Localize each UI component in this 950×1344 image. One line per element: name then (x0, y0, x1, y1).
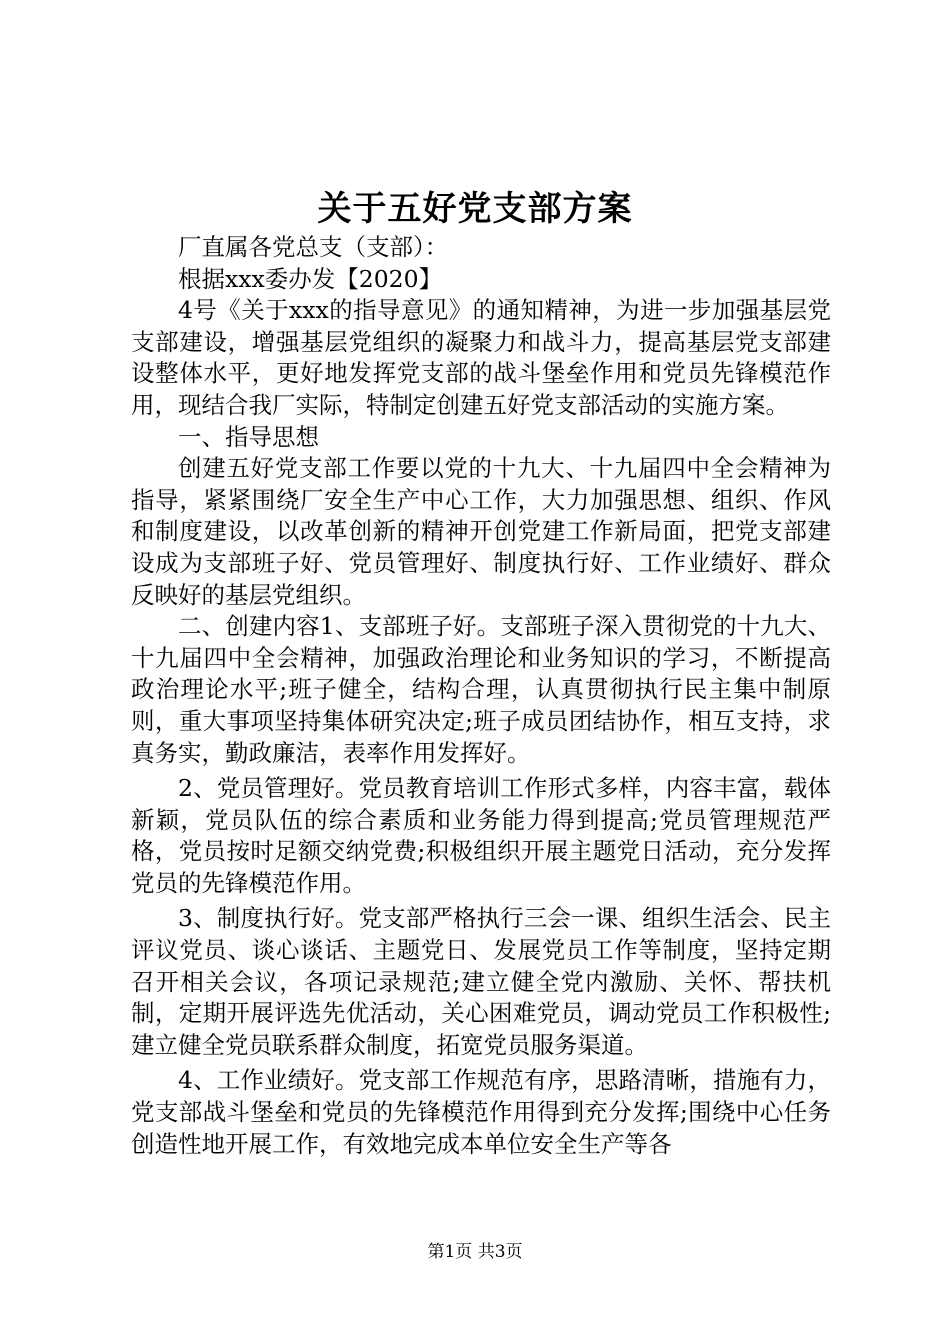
section-heading-guiding-ideology: 一、指导思想 (178, 422, 319, 451)
creation-content-paragraph: 二、创建内容1、支部班子好。支部班子深入贯彻党的十九大、十九届四中全会精神，加强政治理论和业务知识的学习，不断提高政治理论水平;班子健全，结构合理，认真贯彻执行民主集中制原则，重大事项坚持集体研究决定;班子成员团结协作，相互支持，求真务实，勤政廉洁，表率作用发挥好。 (131, 612, 831, 767)
page-footer: 第1页 共3页 (427, 1242, 523, 1262)
intro-paragraph: 4号《关于xxx的指导意见》的通知精神，为进一步加强基层党支部建设，增强基层党组织的凝聚力和战斗力，提高基层党支部建设整体水平，更好地发挥党支部的战斗堡垒作用和党员先锋模范作用，现结合我厂实际，特制定创建五好党支部活动的实施方案。 (131, 296, 831, 419)
guiding-ideology-paragraph: 创建五好党支部工作要以党的十九大、十九届四中全会精神为指导，紧紧围绕厂安全生产中心工作，大力加强思想、组织、作风和制度建设，以改革创新的精神开创党建工作新局面，把党支部建设成为支部班子好、党员管理好、制度执行好、工作业绩好、群众反映好的基层党组织。 (131, 454, 831, 609)
system-execution-paragraph: 3、制度执行好。党支部严格执行三会一课、组织生活会、民主评议党员、谈心谈话、主题党日、发展党员工作等制度，坚持定期召开相关会议，各项记录规范;建立健全党内激励、关怀、帮扶机制，定期开展评选先优活动，关心困难党员，调动党员工作积极性;建立健全党员联系群众制度，拓宽党员服务渠道。 (131, 904, 831, 1059)
party-member-management-paragraph: 2、党员管理好。党员教育培训工作形式多样，内容丰富，载体新颖，党员队伍的综合素质和业务能力得到提高;党员管理规范严格，党员按时足额交纳党费;积极组织开展主题党日活动，充分发挥党员的先锋模范作用。 (131, 774, 831, 897)
work-performance-paragraph: 4、工作业绩好。党支部工作规范有序，思路清晰，措施有力，党支部战斗堡垒和党员的先锋模范作用得到充分发挥;围绕中心任务创造性地开展工作，有效地完成本单位安全生产等各 (131, 1066, 831, 1158)
document-body (131, 232, 831, 1160)
salutation-paragraph: 厂直属各党总支（支部）： (178, 233, 449, 261)
document-title: 关于五好党支部方案 (317, 189, 633, 229)
reference-paragraph: 根据xxx委办发【2020】 (178, 264, 443, 293)
